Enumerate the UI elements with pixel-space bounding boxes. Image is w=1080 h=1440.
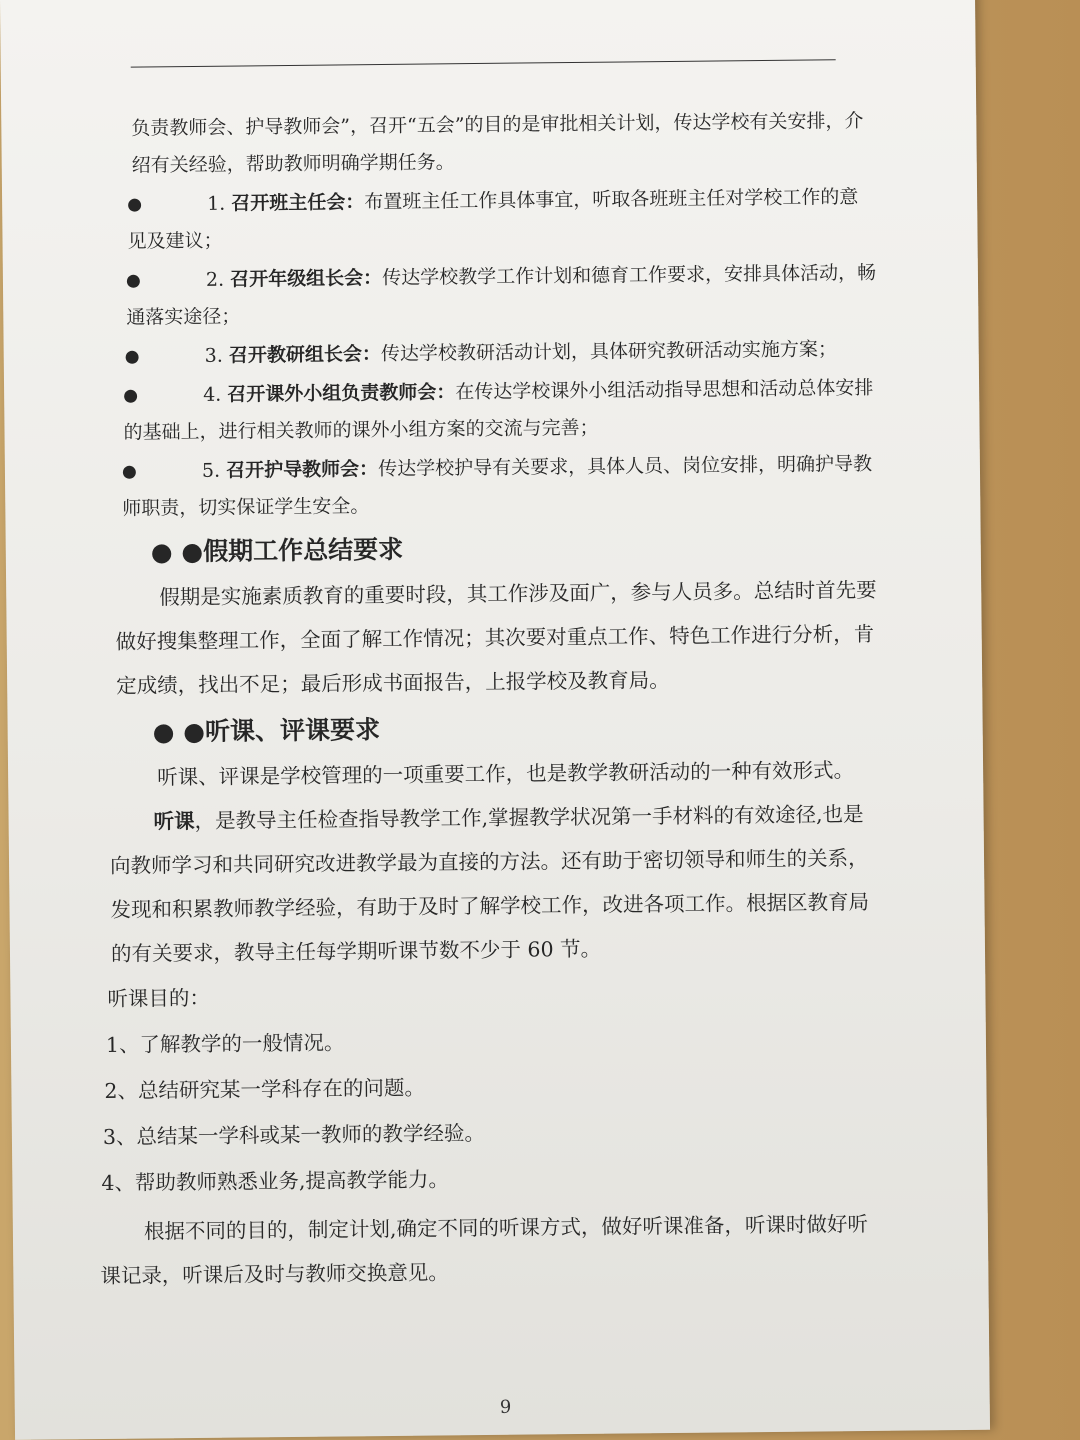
meeting-head: 召开教研组长会：	[228, 343, 382, 367]
meeting-text: 传达学校教学工作计划和德育工作要求，安排具体活动，畅通落实途径；	[126, 261, 877, 329]
meeting-head: 召开护导教师会：	[226, 458, 379, 482]
lesson-observation-intro: 听课、评课是学校管理的一项重要工作，也是教学教研活动的一种有效形式。	[157, 758, 855, 790]
meeting-num: 3.	[204, 344, 223, 367]
section-title-vacation-summary: ● ●假期工作总结要求	[150, 534, 404, 567]
meeting-text: 在传达学校课外小组活动指导思想和活动总体安排的基础上，进行相关教师的课外小组方案的交流与完善；	[123, 376, 874, 444]
lesson-observation-text: ，是教导主任检查指导教学工作,掌握教学状况第一手材料的有效途径,也是向教师学习和共同研究改进教学最为直接的方法。还有助于密切领导和师生的关系，发现和积累教师教学经验，有助于及时了解学校工作，改进各项工作。根据区教育局的有关要求，教导主任每学期听课节数不少于 60 节。	[109, 802, 870, 966]
bullet-icon: ●	[123, 385, 139, 406]
meeting-head: 召开课外小组负责教师会：	[227, 381, 456, 406]
meeting-num: 2.	[205, 268, 225, 291]
meeting-text: 布置班主任工作具体事宜，听取各班班主任对学校工作的意见及建议；	[127, 186, 859, 253]
page-content	[100, 103, 888, 1298]
meeting-text: 传达学校教研活动计划，具体研究教研活动实施方案；	[380, 338, 838, 366]
meeting-item-5	[110, 446, 881, 528]
bullet-icon: ●	[125, 270, 141, 291]
purpose-label: 听课目的：	[107, 985, 211, 1011]
meeting-text: 传达学校护导有关要求，具体人员、岗位安排，明确护导教师职责，切实保证学生安全。	[122, 452, 873, 520]
meeting-item-1	[107, 179, 878, 261]
lesson-observation-lead: 听课	[153, 809, 195, 834]
bullet-icon: ●	[124, 346, 140, 367]
page-number: 9	[499, 1396, 512, 1418]
header-rule	[131, 59, 836, 67]
meeting-head: 召开班主任会：	[231, 191, 365, 215]
closing-paragraph: 根据不同的目的，制定计划,确定不同的听课方式，做好听课准备，听课时做好听课记录，听课后及时与教师交换意见。	[100, 1211, 869, 1289]
meeting-num: 4.	[203, 383, 222, 406]
bullet-icon: ●	[121, 461, 137, 482]
bullet-icon: ●	[127, 194, 143, 215]
meeting-item-2	[108, 255, 879, 337]
meeting-item-3	[109, 331, 879, 376]
purpose-item-1: 1、了解教学的一般情况。	[105, 1030, 345, 1057]
purpose-item-3: 3、总结某一学科或某一教师的教学经验。	[102, 1120, 486, 1149]
meeting-num: 5.	[201, 459, 221, 482]
lesson-observation-body	[109, 792, 885, 976]
meeting-num: 1.	[207, 192, 226, 215]
vacation-summary-body: 假期是实施素质教育的重要时段，其工作涉及面广，参与人员多。总结时首先要做好搜集整理工作，全面了解工作情况；其次要对重点工作、特色工作进行分析，肯定成绩，找出不足；最后形成书面报告，上报学校及教育局。	[115, 577, 877, 698]
meeting-item-4	[109, 370, 880, 452]
section-title-lesson-observation: ● ●听课、评课要求	[152, 715, 381, 747]
intro-paragraph: 负责教师会、护导教师会”，召开“五会”的目的是审批相关计划，传达学校有关安排，介绍有关经验，帮助教师明确学期任务。	[131, 109, 864, 177]
purpose-item-4: 4、帮助教师熟悉业务,提高教学能力。	[101, 1167, 450, 1196]
meeting-head: 召开年级组长会：	[230, 267, 383, 291]
purpose-item-2: 2、总结研究某一学科存在的问题。	[104, 1075, 426, 1103]
